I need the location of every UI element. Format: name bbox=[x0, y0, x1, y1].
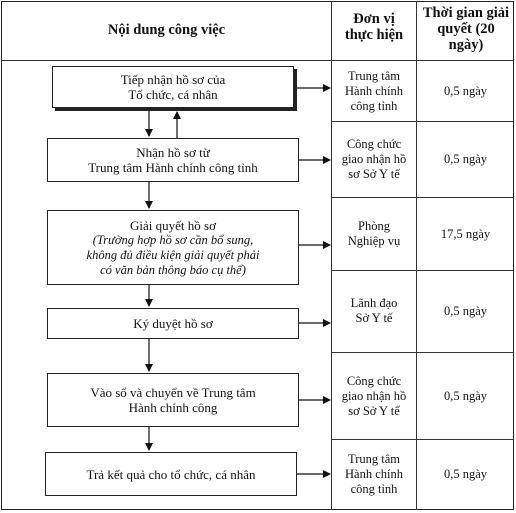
row-divider bbox=[331, 270, 514, 271]
unit-text: Sở Y tế bbox=[355, 311, 393, 325]
row-divider bbox=[331, 352, 514, 353]
step-note: có văn bản thông báo cụ thể) bbox=[100, 262, 246, 277]
unit-text: Trung tâm bbox=[348, 68, 400, 83]
unit-text: Hành chính bbox=[345, 466, 403, 481]
header-time: Thời gian giải quyết (20 ngày) bbox=[422, 5, 510, 53]
step-text: Hành chính công bbox=[128, 400, 218, 415]
header-divider bbox=[1, 60, 514, 61]
time-cell: 0,5 ngày bbox=[443, 83, 488, 98]
unit-cell bbox=[333, 354, 415, 438]
step-note: (Trường hợp hồ sơ cần bổ sung, bbox=[92, 232, 254, 247]
unit-text: Hành chính bbox=[345, 83, 403, 98]
unit-cell bbox=[333, 441, 415, 507]
header-task: Nội dung công việc bbox=[107, 22, 226, 38]
step-receive-box bbox=[52, 66, 294, 108]
step-text: Tổ chức, cá nhân bbox=[128, 87, 218, 102]
step-record-box bbox=[47, 373, 299, 427]
step-approve-box bbox=[47, 308, 299, 339]
step-process-box bbox=[47, 210, 299, 285]
step-text: Nhận hồ sơ từ bbox=[136, 145, 210, 160]
unit-text: Phòng bbox=[358, 219, 390, 233]
step-text: Trả kết quả cho tổ chức, cá nhân bbox=[86, 466, 256, 482]
step-return-box bbox=[45, 452, 297, 496]
unit-text: Lãnh đạo bbox=[350, 296, 398, 310]
unit-text: sơ Sở Y tế bbox=[348, 403, 400, 418]
unit-cell bbox=[333, 62, 415, 120]
step-text: Giải quyết hồ sơ bbox=[130, 217, 216, 233]
unit-text: Công chức bbox=[346, 373, 402, 388]
step-text: Tiếp nhận hồ sơ của bbox=[120, 72, 226, 87]
time-cell: 0,5 ngày bbox=[443, 388, 488, 403]
step-text: Ký duyệt hồ sơ bbox=[133, 316, 213, 331]
time-cell: 17,5 ngày bbox=[440, 226, 491, 241]
time-cell: 0,5 ngày bbox=[443, 466, 488, 481]
unit-text: sơ Sở Y tế bbox=[348, 167, 400, 181]
header-unit: Đơn vị thực hiện bbox=[344, 11, 404, 43]
unit-text: Công chức bbox=[346, 137, 402, 151]
unit-text: Trung tâm bbox=[348, 451, 400, 466]
unit-cell bbox=[333, 123, 415, 196]
unit-text: công tỉnh bbox=[350, 98, 398, 113]
row-divider bbox=[331, 197, 514, 198]
unit-text: Nghiệp vụ bbox=[347, 234, 401, 248]
step-text: Trung tâm Hành chính công tỉnh bbox=[88, 160, 258, 175]
time-cell: 0,5 ngày bbox=[443, 152, 488, 166]
step-intake-box bbox=[47, 138, 299, 182]
unit-cell bbox=[333, 272, 415, 350]
row-divider bbox=[331, 121, 514, 122]
unit-text: công tỉnh bbox=[350, 481, 398, 496]
unit-cell bbox=[333, 199, 415, 269]
column-divider bbox=[331, 1, 332, 510]
step-text: Vào sổ và chuyển về Trung tâm bbox=[90, 385, 256, 400]
time-cell: 0,5 ngày bbox=[443, 303, 488, 318]
column-divider bbox=[416, 1, 417, 510]
step-note: không đủ điều kiện giải quyết phải bbox=[86, 247, 260, 262]
unit-text: giao nhận hồ bbox=[341, 152, 407, 166]
row-divider bbox=[331, 439, 514, 440]
unit-text: giao nhận hồ bbox=[341, 388, 407, 403]
